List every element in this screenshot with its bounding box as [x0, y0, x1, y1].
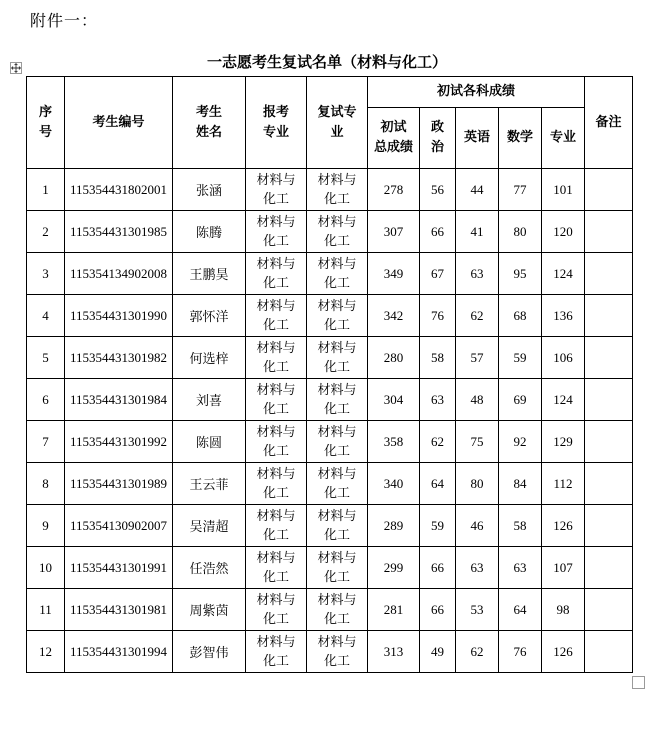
- cell-remarks: [585, 379, 633, 421]
- cell-name: 王鹏昊: [173, 253, 246, 295]
- cell-politics: 66: [420, 211, 456, 253]
- cell-total: 313: [368, 631, 420, 673]
- cell-total: 349: [368, 253, 420, 295]
- cell-math: 63: [499, 547, 542, 589]
- cell-remarks: [585, 463, 633, 505]
- cell-specialty: 112: [542, 463, 585, 505]
- cell-politics: 76: [420, 295, 456, 337]
- cell-apply-major: 材料与 化工: [246, 421, 307, 463]
- cell-apply-major: 材料与 化工: [246, 547, 307, 589]
- cell-remarks: [585, 547, 633, 589]
- cell-politics: 49: [420, 631, 456, 673]
- cell-english: 44: [456, 169, 499, 211]
- cell-retest-major: 材料与 化工: [307, 337, 368, 379]
- cell-total: 304: [368, 379, 420, 421]
- cell-remarks: [585, 589, 633, 631]
- cell-retest-major: 材料与 化工: [307, 589, 368, 631]
- cell-total: 358: [368, 421, 420, 463]
- table-row: [27, 505, 633, 547]
- cell-specialty: 124: [542, 379, 585, 421]
- header-math: 数学: [499, 108, 542, 169]
- cell-apply-major: 材料与 化工: [246, 253, 307, 295]
- cell-seq: 11: [27, 589, 65, 631]
- cell-specialty: 120: [542, 211, 585, 253]
- cell-remarks: [585, 421, 633, 463]
- cell-specialty: 129: [542, 421, 585, 463]
- header-exam-no: 考生编号: [65, 77, 173, 169]
- cell-name: 陈圆: [173, 421, 246, 463]
- cell-seq: 7: [27, 421, 65, 463]
- cell-seq: 9: [27, 505, 65, 547]
- cell-seq: 8: [27, 463, 65, 505]
- cell-remarks: [585, 253, 633, 295]
- cell-exam-no: 115354431802001: [65, 169, 173, 211]
- cell-retest-major: 材料与 化工: [307, 211, 368, 253]
- cell-politics: 59: [420, 505, 456, 547]
- cell-exam-no: 115354431301992: [65, 421, 173, 463]
- cell-apply-major: 材料与 化工: [246, 337, 307, 379]
- header-name: 考生 姓名: [173, 77, 246, 169]
- table-row: [27, 337, 633, 379]
- cell-apply-major: 材料与 化工: [246, 295, 307, 337]
- header-english: 英语: [456, 108, 499, 169]
- cell-retest-major: 材料与 化工: [307, 547, 368, 589]
- cell-politics: 66: [420, 589, 456, 631]
- cell-seq: 4: [27, 295, 65, 337]
- cell-english: 53: [456, 589, 499, 631]
- attachment-label: 附件一：: [30, 11, 99, 30]
- cell-math: 68: [499, 295, 542, 337]
- header-politics: 政 治: [420, 108, 456, 169]
- cell-remarks: [585, 169, 633, 211]
- cell-seq: 1: [27, 169, 65, 211]
- table-row: [27, 211, 633, 253]
- cell-seq: 5: [27, 337, 65, 379]
- cell-math: 80: [499, 211, 542, 253]
- cell-apply-major: 材料与 化工: [246, 379, 307, 421]
- cell-remarks: [585, 631, 633, 673]
- cell-name: 彭智伟: [173, 631, 246, 673]
- cell-name: 张涵: [173, 169, 246, 211]
- cell-seq: 3: [27, 253, 65, 295]
- cell-english: 62: [456, 631, 499, 673]
- header-specialty: 专业: [542, 108, 585, 169]
- cell-exam-no: 115354431301985: [65, 211, 173, 253]
- cell-remarks: [585, 337, 633, 379]
- cell-english: 46: [456, 505, 499, 547]
- cell-remarks: [585, 211, 633, 253]
- cell-seq: 6: [27, 379, 65, 421]
- candidate-rows: [27, 169, 633, 673]
- table-row: [27, 169, 633, 211]
- header-seq: 序 号: [27, 77, 65, 169]
- header-remarks: 备注: [585, 77, 633, 169]
- cell-politics: 56: [420, 169, 456, 211]
- table-row: [27, 379, 633, 421]
- cell-exam-no: 115354431301989: [65, 463, 173, 505]
- cell-apply-major: 材料与 化工: [246, 631, 307, 673]
- cell-name: 郭怀洋: [173, 295, 246, 337]
- cell-specialty: 107: [542, 547, 585, 589]
- table-row: [27, 253, 633, 295]
- cell-total: 299: [368, 547, 420, 589]
- cell-math: 92: [499, 421, 542, 463]
- cell-specialty: 106: [542, 337, 585, 379]
- cell-retest-major: 材料与 化工: [307, 505, 368, 547]
- end-of-cell-mark: [632, 676, 645, 689]
- table-row: [27, 631, 633, 673]
- header-retest-major: 复试专 业: [307, 77, 368, 169]
- table-row: [27, 463, 633, 505]
- cell-politics: 64: [420, 463, 456, 505]
- cell-apply-major: 材料与 化工: [246, 505, 307, 547]
- cell-seq: 2: [27, 211, 65, 253]
- cell-retest-major: 材料与 化工: [307, 169, 368, 211]
- cell-total: 278: [368, 169, 420, 211]
- cell-math: 95: [499, 253, 542, 295]
- cell-english: 62: [456, 295, 499, 337]
- cell-politics: 67: [420, 253, 456, 295]
- cell-math: 58: [499, 505, 542, 547]
- cell-english: 75: [456, 421, 499, 463]
- cell-seq: 10: [27, 547, 65, 589]
- cell-specialty: 126: [542, 505, 585, 547]
- cell-english: 63: [456, 253, 499, 295]
- cell-name: 吴清超: [173, 505, 246, 547]
- cell-exam-no: 115354431301981: [65, 589, 173, 631]
- cell-apply-major: 材料与 化工: [246, 211, 307, 253]
- cell-apply-major: 材料与 化工: [246, 169, 307, 211]
- cell-retest-major: 材料与 化工: [307, 421, 368, 463]
- cell-exam-no: 115354431301984: [65, 379, 173, 421]
- cell-specialty: 124: [542, 253, 585, 295]
- cell-apply-major: 材料与 化工: [246, 589, 307, 631]
- cell-math: 84: [499, 463, 542, 505]
- cell-total: 289: [368, 505, 420, 547]
- cell-total: 281: [368, 589, 420, 631]
- cell-name: 刘喜: [173, 379, 246, 421]
- header-total: 初试 总成绩: [368, 108, 420, 169]
- cell-math: 64: [499, 589, 542, 631]
- cell-math: 59: [499, 337, 542, 379]
- cell-apply-major: 材料与 化工: [246, 463, 307, 505]
- table-row: [27, 589, 633, 631]
- cell-remarks: [585, 505, 633, 547]
- cell-seq: 12: [27, 631, 65, 673]
- cell-name: 何选梓: [173, 337, 246, 379]
- page-title: 一志愿考生复试名单（材料与化工）: [206, 53, 447, 71]
- cell-exam-no: 115354130902007: [65, 505, 173, 547]
- cell-name: 王云菲: [173, 463, 246, 505]
- cell-english: 48: [456, 379, 499, 421]
- cell-retest-major: 材料与 化工: [307, 253, 368, 295]
- candidate-table: [26, 76, 633, 673]
- cell-exam-no: 115354431301982: [65, 337, 173, 379]
- cell-total: 280: [368, 337, 420, 379]
- cell-exam-no: 115354134902008: [65, 253, 173, 295]
- cell-english: 80: [456, 463, 499, 505]
- cell-specialty: 101: [542, 169, 585, 211]
- cell-specialty: 98: [542, 589, 585, 631]
- cell-exam-no: 115354431301991: [65, 547, 173, 589]
- cell-remarks: [585, 295, 633, 337]
- cell-politics: 62: [420, 421, 456, 463]
- cell-specialty: 136: [542, 295, 585, 337]
- cell-retest-major: 材料与 化工: [307, 463, 368, 505]
- cell-english: 41: [456, 211, 499, 253]
- cell-math: 76: [499, 631, 542, 673]
- cell-name: 任浩然: [173, 547, 246, 589]
- table-row: [27, 421, 633, 463]
- cell-total: 340: [368, 463, 420, 505]
- cell-math: 77: [499, 169, 542, 211]
- cell-specialty: 126: [542, 631, 585, 673]
- cell-exam-no: 115354431301994: [65, 631, 173, 673]
- table-row: [27, 547, 633, 589]
- cell-name: 周紫茵: [173, 589, 246, 631]
- cell-total: 342: [368, 295, 420, 337]
- cell-retest-major: 材料与 化工: [307, 295, 368, 337]
- header-scores-group: 初试各科成绩: [368, 77, 585, 108]
- cell-english: 63: [456, 547, 499, 589]
- cell-retest-major: 材料与 化工: [307, 631, 368, 673]
- cell-name: 陈腾: [173, 211, 246, 253]
- table-row: [27, 295, 633, 337]
- cell-politics: 63: [420, 379, 456, 421]
- cell-politics: 66: [420, 547, 456, 589]
- cell-exam-no: 115354431301990: [65, 295, 173, 337]
- cell-english: 57: [456, 337, 499, 379]
- table-move-handle-icon[interactable]: [10, 62, 22, 74]
- cell-math: 69: [499, 379, 542, 421]
- header-apply-major: 报考 专业: [246, 77, 307, 169]
- cell-total: 307: [368, 211, 420, 253]
- cell-politics: 58: [420, 337, 456, 379]
- cell-retest-major: 材料与 化工: [307, 379, 368, 421]
